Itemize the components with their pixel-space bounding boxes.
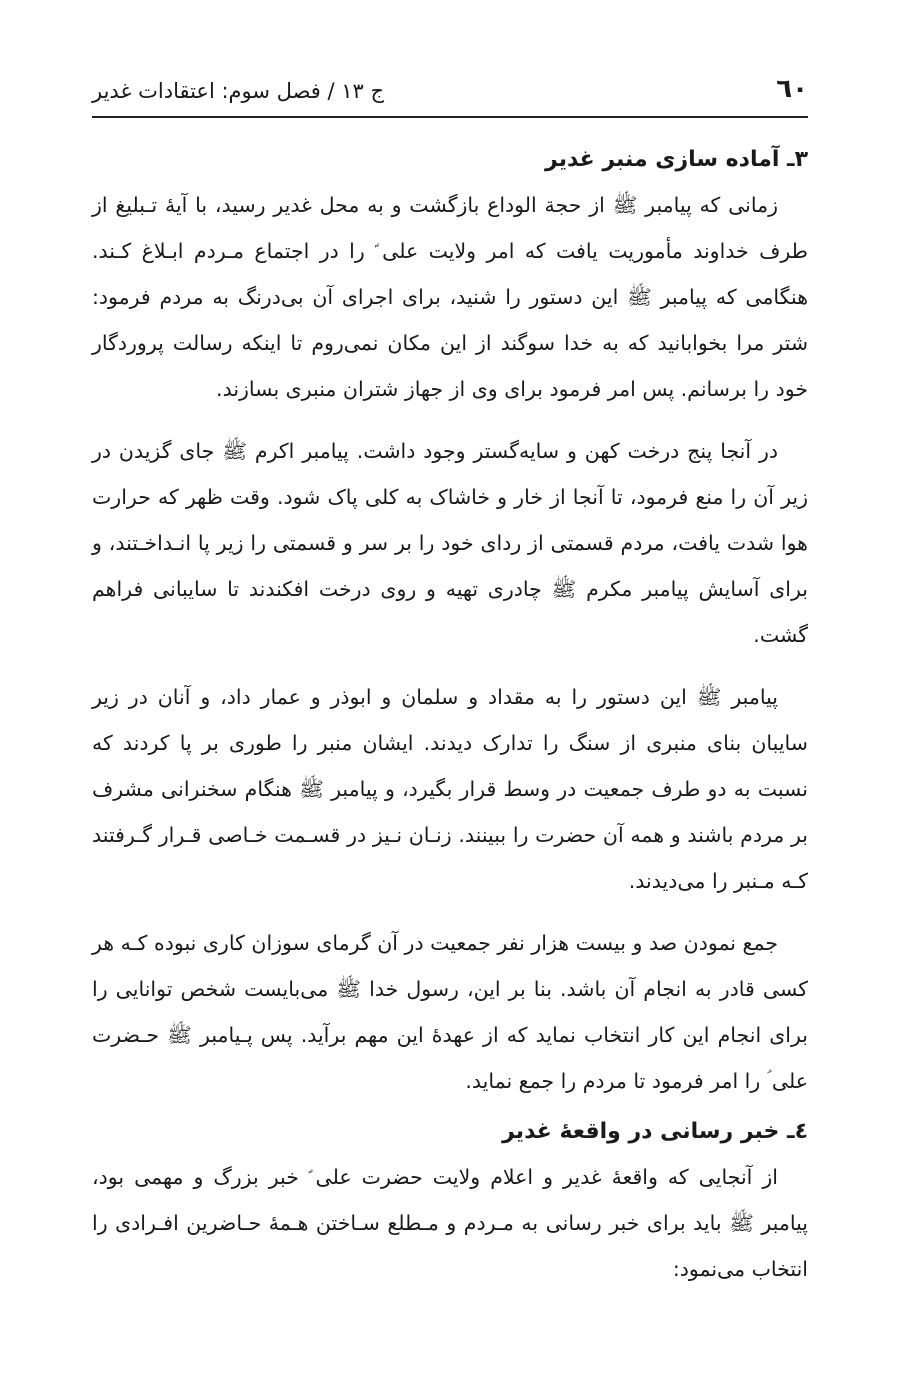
section-heading: ٤ـ خبر رسانی در واقعۀ غدیر: [502, 1119, 808, 1144]
paragraph: جمع نمودن صد و بیست هزار نفر جمعیت در آن گرمای سوزان کاری نبوده کـه هر کسی قادر به انجام آن باشد. بنا بر این، رسول خدا ﷺ می‌بایست شخص توانایی را برای انجام این کار انتخاب نماید که از عهدۀ این مهم برآید. پس پـیامبر ﷺ حـضرت علی ؑ را امر فرمود تا مردم را جمع نماید.: [92, 931, 808, 1093]
paragraph: زمانی که پیامبر ﷺ از حجة الوداع بازگشت و به محل غدیر رسید، با آیۀ تـبلیغ از طرف خداوند مأموریت یافت که امر ولایت علی ؑ را در اجتماع مـردم ابـلاغ کـند. هنگامی که پیامبر ﷺ این دستور را شنید، برای اجرای آن بی‌درنگ به مردم فرمود: شتر مرا بخوابانید که به خدا سوگند از این مکان نمی‌روم تا اینکه رسالت پروردگار خود را برسانم. پس امر فرمود برای وی از جهاز شتران منبری بسازند.: [92, 193, 808, 401]
paragraph: در آنجا پنج درخت کهن و سایه‌گستر وجود داشت. پیامبر اکرم ﷺ جای گزیدن در زیر آن را منع فرمود، تا آنجا از خار و خاشاک به کلی پاک شود. وقت ظهر که حرارت هوا شدت یافت، مردم قسمتی از ردای خود را بر سر و قسمتی را زیر پا انـداخـتند، و برای آسایش پیامبر مکرم ﷺ چادری تهیه و روی درخت افکندند تا سایبانی فراهم گشت.: [92, 439, 808, 647]
page-number: ٦٠: [776, 74, 808, 104]
paragraph: از آنجایی که واقعۀ غدیر و اعلام ولایت حضرت علی ؑ خبر بزرگ و مهمی بود، پیامبر ﷺ باید برای خبر رسانی به مـردم و مـطلع سـاختن هـمۀ حـاضرین افـرادی را انتخاب می‌نمود:: [92, 1165, 808, 1281]
paragraph: پیامبر ﷺ این دستور را به مقداد و سلمان و ابوذر و عمار داد، و آنان در زیر سایبان بنای منبری از سنگ را تدارک دیدند. ایشان منبر را طوری بر پا کردند که نسبت به دو طرف جمعیت در وسط قرار بگیرد، و پیامبر ﷺ هنگام سخنرانی مشرف بر مردم باشند و همه آن حضرت را ببینند. زنـان نـیز در قسـمت خـاصی قـرار گـرفتند کـه مـنبر را می‌دیدند.: [92, 685, 808, 893]
running-title: ج ١٣ / فصل سوم: اعتقادات غدیر: [92, 79, 385, 103]
page-header: [92, 70, 808, 118]
section-heading: ٣ـ آماده سازی منبر غدیر: [545, 147, 808, 172]
page-content: [92, 140, 808, 1308]
